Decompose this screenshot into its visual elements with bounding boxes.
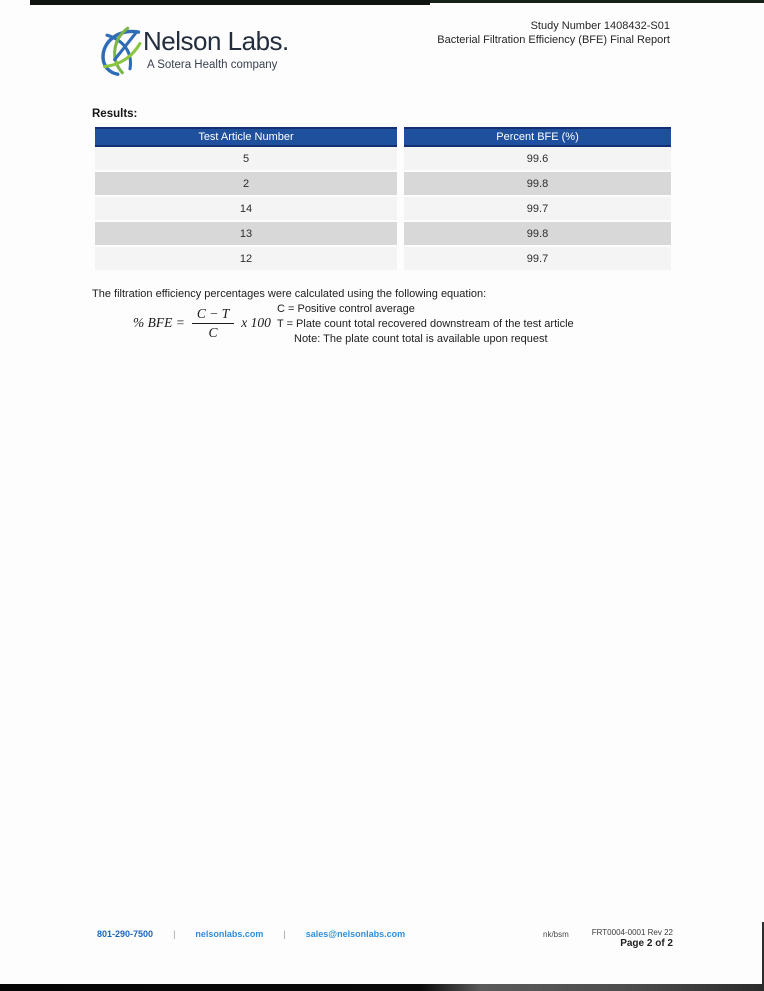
table-cell-bfe: 99.8 (404, 172, 671, 197)
table-header-test-article-number: Test Article Number (95, 127, 397, 147)
scan-artifact-bottom (0, 984, 764, 991)
table-cell-bfe: 99.7 (404, 247, 671, 272)
footer-separator: | (173, 929, 176, 939)
table-cell-bfe: 99.8 (404, 222, 671, 247)
formula-multiplier: x 100 (241, 315, 271, 330)
scan-artifact-top-thick (30, 0, 430, 5)
footer-separator: | (283, 929, 286, 939)
equation-intro-text: The filtration efficiency percentages were calculated using the following equation: (92, 288, 487, 300)
footer-website-link[interactable]: nelsonlabs.com (195, 929, 264, 939)
formula-lhs: % BFE = (133, 315, 185, 330)
logo-brand-text: Nelson Labs. (143, 26, 289, 56)
bfe-formula (133, 302, 271, 344)
report-header-block (437, 19, 670, 47)
formula-denominator: C (208, 324, 218, 340)
table-cell-article: 14 (95, 197, 397, 222)
table-cell-article: 12 (95, 247, 397, 272)
nelson-labs-logo (97, 22, 327, 80)
table-cell-bfe: 99.6 (404, 147, 671, 172)
results-table (95, 127, 671, 272)
results-heading: Results: (92, 108, 138, 120)
logo-tagline: A Sotera Health company (147, 59, 278, 71)
definition-c: C = Positive control average (277, 303, 415, 315)
formula-fraction (192, 306, 234, 340)
footer-document-info (592, 928, 673, 949)
footer-contact-bar (97, 929, 405, 939)
study-number: Study Number 1408432-S01 (530, 20, 670, 32)
definition-note: Note: The plate count total is available upon request (294, 332, 548, 345)
formula-definitions (277, 302, 574, 346)
table-cell-article: 2 (95, 172, 397, 197)
footer-page-number: Page 2 of 2 (620, 938, 673, 949)
footer-form-number: FRT0004-0001 Rev 22 (591, 928, 673, 937)
globe-logo-icon (97, 24, 143, 80)
footer-email-link[interactable]: sales@nelsonlabs.com (305, 929, 406, 939)
table-header-percent-bfe: Percent BFE (%) (404, 127, 671, 147)
footer-phone[interactable]: 801-290-7500 (97, 929, 154, 939)
footer-initials: nk/bsm (543, 930, 569, 939)
definition-t: T = Plate count total recovered downstream of the test article (277, 317, 574, 330)
table-cell-article: 13 (95, 222, 397, 247)
formula-numerator: C − T (192, 306, 234, 324)
report-title: Bacterial Filtration Efficiency (BFE) Final Report (437, 34, 670, 46)
table-cell-bfe: 99.7 (404, 197, 671, 222)
table-cell-article: 5 (95, 147, 397, 172)
